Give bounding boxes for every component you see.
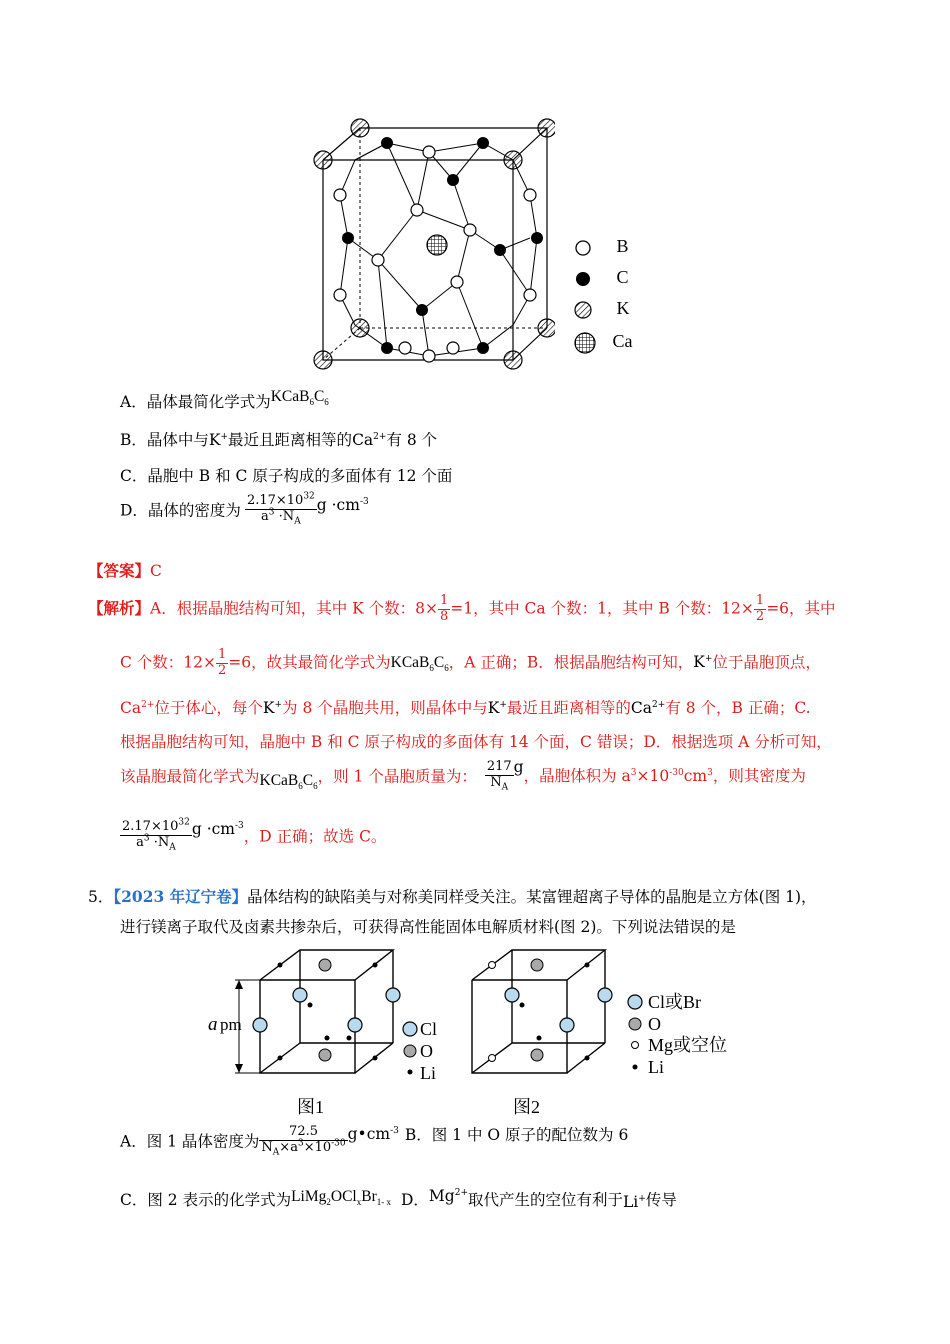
svg-text:图1: 图1 [297, 1097, 324, 1117]
svg-text:Li: Li [648, 1057, 664, 1077]
grid-circle-icon [572, 330, 598, 356]
formula-kcab6c6: $KCaB_6C_6$ [270, 388, 329, 408]
svg-text:Li: Li [420, 1063, 436, 1083]
svg-text:pm: pm [220, 1015, 242, 1034]
crystal-cell-svg [305, 110, 555, 375]
analysis-line-6: $\frac{2.17\times 10^{32}}{a^3 \cdot N_A}$ $g \cdot cm^{-3}$，D 正确；故选 C。 [122, 817, 387, 853]
legend-item-b: B [572, 236, 629, 262]
q5-stem-line-1: 5．【2023 年辽宁卷】晶体结构的缺陷美与对称美同样受关注。某富锂超离子导体的晶胞是立方体(图 1)， [88, 887, 817, 906]
density-fraction: $\frac{2.17\times 10^{32}}{a^3 \cdot N_A}$ [246, 491, 315, 527]
analysis-line-2: C 个数：12× $\frac{1}{2}$ =6，故其最简化学式为$KCaB_6C_6$，A 正确；B．根据晶胞结构可知，K+位于晶胞顶点， [120, 647, 821, 678]
analysis-line-3: $Ca^{2+}$位于体心，每个K+为 8 个晶胞共用，则晶体中与K+最近且距离相等的$Ca^{2+}$有 8 个，B 正确；C. [120, 699, 811, 717]
svg-text:a: a [208, 1014, 218, 1035]
q5-stem-line-2: 进行镁离子取代及卤素共掺杂后，可获得高性能固体电解质材料(图 2)。下列说法错误的是 [120, 918, 736, 936]
hatched-circle-icon [572, 299, 594, 321]
open-circle-icon [572, 237, 594, 259]
crystal-legend [572, 236, 652, 361]
svg-text:Cl: Cl [420, 1019, 438, 1039]
crystal-cell-figure [305, 110, 555, 375]
q4-option-d: D．晶体的密度为 $\frac{2.17\times 10^{32}}{a^3 \cdot N_A}$ $g \cdot cm^{-3}$ [120, 491, 369, 527]
q5-density-fraction: $\frac{72.5}{N_A\times a^3\times 10^{-30}}$ [261, 1124, 346, 1158]
svg-text:Mg或空位: Mg或空位 [648, 1035, 728, 1055]
q4-option-a: A．晶体最简化学式为$KCaB_6C_6$ [120, 388, 329, 411]
svg-text:图2: 图2 [513, 1097, 540, 1117]
q5-figures [205, 945, 765, 1125]
q4-option-c: C．晶胞中 B 和 C 原子构成的多面体有 12 个面 [120, 467, 453, 485]
q5-option-c-d: C．图 2 表示的化学式为$LiMg_2OCl_xBr_{1- x}$ D．$Mg^{2+}$取代产生的空位有利于Li+传导 [120, 1187, 677, 1211]
analysis-line-5: 该晶胞最简化学式为$KCaB_6C_6$，则 1 个晶胞质量为： $\frac{217}{N_A}$ g，晶胞体积为 $a^3\times 10^{-30}cm^3$，则其密度为 [120, 758, 806, 793]
q5-option-a-b: A．图 1 晶体密度为 $\frac{72.5}{N_A\times a^3\times 10^{-30}}$ $g•cm^{-3}$ B．图 1 中 O 原子的配位数为 6 [120, 1124, 629, 1158]
svg-text:O: O [648, 1014, 661, 1034]
svg-text:O: O [420, 1041, 433, 1061]
legend-item-c: C [572, 267, 629, 293]
legend-item-k: K [572, 298, 630, 324]
legend-item-ca: Ca [572, 330, 633, 356]
analysis-line-4: 根据晶胞结构可知，晶胞中 B 和 C 原子构成的多面体有 14 个面，C 错误；D．根据选项 A 分析可知， [120, 733, 832, 751]
analysis-line-1: 【解析】A．根据晶胞结构可知，其中 K 个数：8× $\frac{1}{8}$ =1，其中 Ca 个数：1，其中 B 个数：12× $\frac{1}{2}$ =6，其中 [88, 593, 836, 624]
filled-circle-icon [572, 268, 594, 290]
q4-option-b: B．晶体中与K+最近且距离相等的$Ca^{2+}$有 8 个 [120, 431, 438, 449]
svg-text:Cl或Br: Cl或Br [648, 992, 702, 1012]
answer-line: 【答案】C [88, 561, 162, 580]
q5-cells-svg [205, 945, 765, 1125]
